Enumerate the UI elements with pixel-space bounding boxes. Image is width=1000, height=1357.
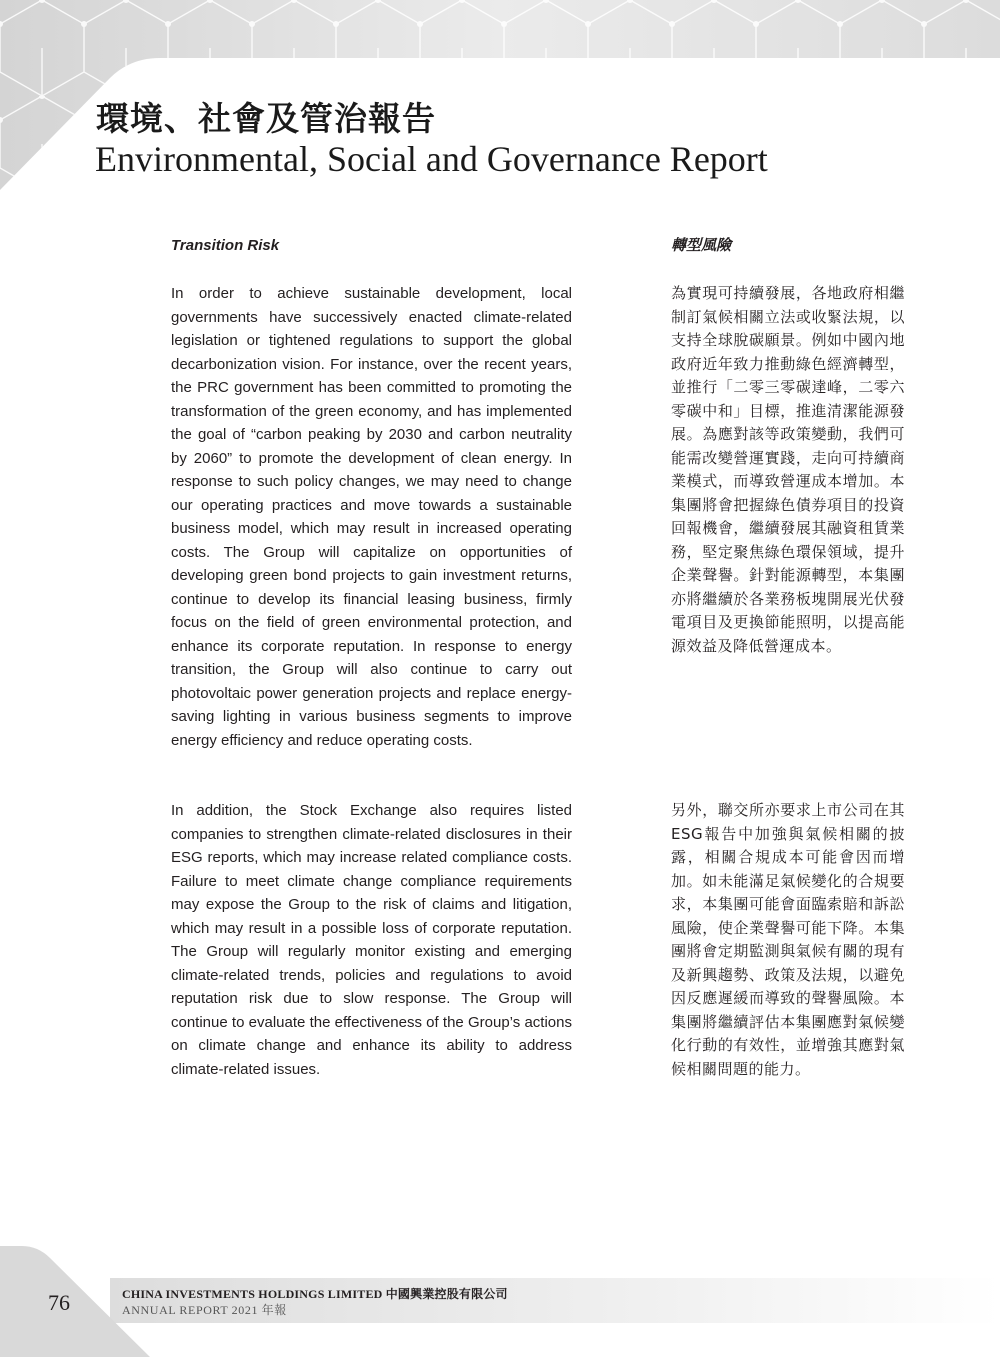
chinese-paragraph: 為實現可持續發展，各地政府相繼制訂氣候相關立法或收緊法規，以支持全球脫碳願景。例如中國內地政府近年致力推動綠色經濟轉型，並推行「二零三零碳達峰，二零六零碳中和」目標，推進清潔能源發展。為應對該等政策變動，我們可能需改變營運實踐，走向可持續商業模式，而導致營運成本增加。本集團將會把握綠色債券項目的投資回報機會，繼續發展其融資租賃業務，堅定聚焦綠色環保領域，提升企業聲譽。針對能源轉型，本集團亦將繼續於各業務板塊開展光伏發電項目及更換節能照明，以提高能源效益及降低營運成本。 bbox=[671, 284, 905, 655]
english-paragraph: In order to achieve sustainable development, local governments have successively enacted climate-related legislation or tightened regulations to support the global decarbonization vision. For instance, over the recent years, the PRC government has been committed to promoting the transformation of the green economy, and has implemented the goal of “carbon peaking by 2030 and carbon neutrality by 2060” to promote the development of clean energy. In response to such policy changes, we may need to change our operating practices and move towards a sustainable business model, which may result in increased operating costs. The Group will capitalize on opportunities of developing green bond projects to gain investment returns, continue to develop its financial leasing business, firmly focus on the field of green environmental protection, and enhance its corporate reputation. In response to energy transition, the Group will also continue to carry out photovoltaic power generation projects and replace energy-saving lighting in various business segments to improve energy efficiency and reduce operating costs. bbox=[171, 285, 572, 749]
page-number: 76 bbox=[48, 1290, 70, 1315]
footer-report-title: ANNUAL REPORT 2021 年報 bbox=[122, 1303, 287, 1317]
section-heading-chinese: 轉型風險 bbox=[671, 236, 732, 254]
page-title-chinese: 環境、社會及管治報告 bbox=[96, 99, 436, 138]
page-title-english: Environmental, Social and Governance Report bbox=[95, 139, 768, 179]
section-heading-english: Transition Risk bbox=[171, 237, 280, 254]
chinese-paragraph: 另外，聯交所亦要求上市公司在其ESG報告中加強與氣候相關的披露，相關合規成本可能會因而增加。如未能滿足氣候變化的合規要求，本集團可能會面臨索賠和訴訟風險，使企業聲譽可能下降。本集團將會定期監測與氣候有關的現有及新興趨勢、政策及法規，以避免因反應遲緩而導致的聲譽風險。本集團將繼續評估本集團應對氣候變化行動的有效性，並增強其應對氣候相關問題的能力。 bbox=[671, 801, 905, 1078]
footer-company-name: CHINA INVESTMENTS HOLDINGS LIMITED 中國興業控股有限公司 bbox=[122, 1287, 508, 1301]
english-paragraph: In addition, the Stock Exchange also requires listed companies to strengthen climate-related disclosures in their ESG reports, which may increase related compliance costs. Failure to meet climate change compliance requirements may expose the Group to the risk of claims and litigation, which may result in a possible loss of corporate reputation. The Group will regularly monitor existing and emerging climate-related trends, policies and regulations to avoid reputation risk due to slow response. The Group will continue to evaluate the effectiveness of the Group’s actions on climate change and enhance its ability to address climate-related issues. bbox=[171, 802, 572, 1078]
